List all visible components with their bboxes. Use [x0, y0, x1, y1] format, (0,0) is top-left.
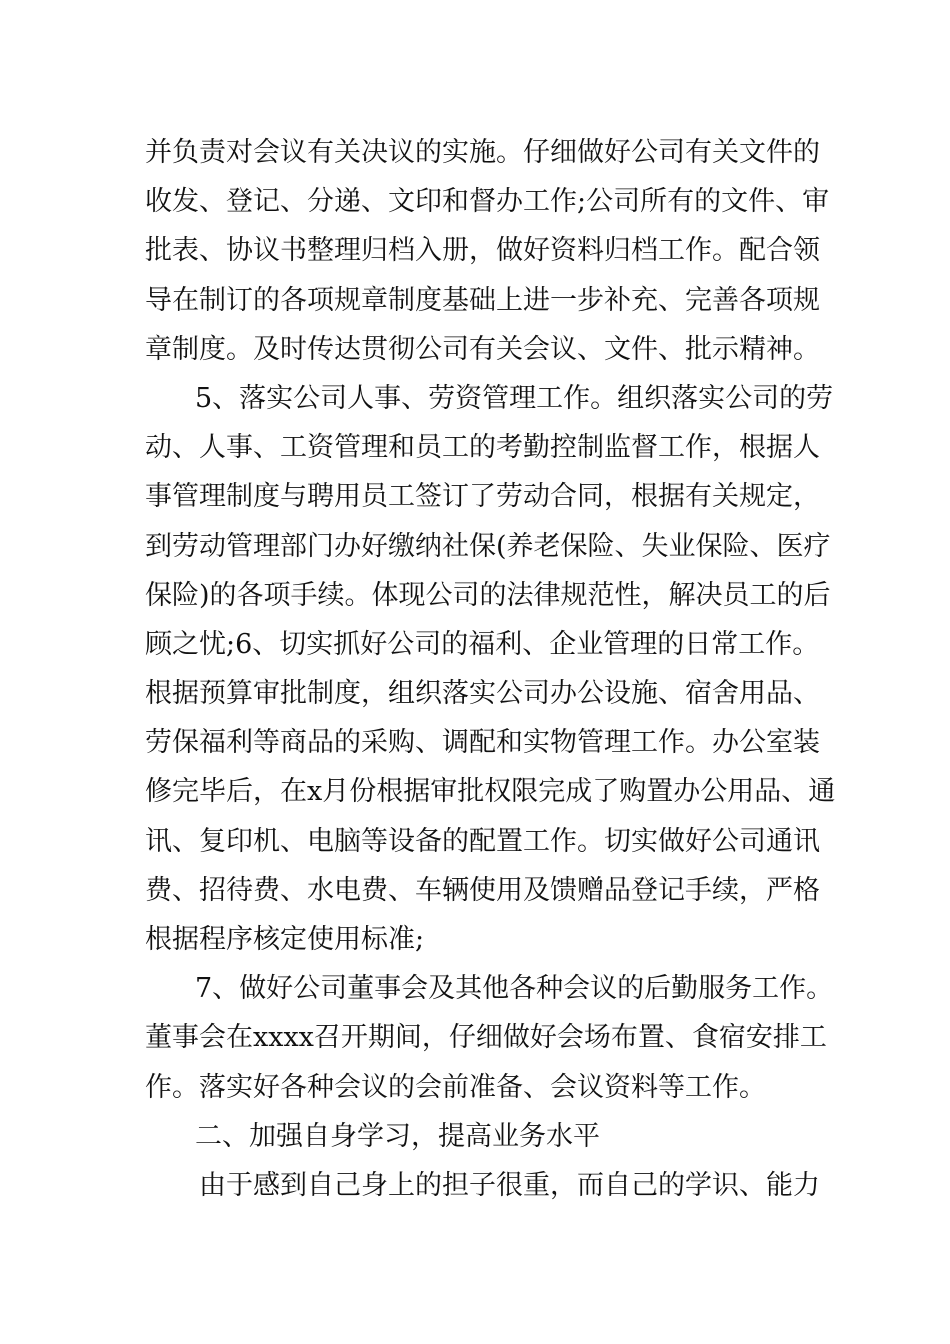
text-line: 根据预算审批制度，组织落实公司办公设施、宿舍用品、: [145, 678, 820, 710]
text-line: 收发、登记、分递、文印和督办工作;公司所有的文件、审: [145, 186, 830, 218]
text-line: 并负责对会议有关决议的实施。仔细做好公司有关文件的: [145, 137, 820, 168]
text-line: 作。落实好各种会议的会前准备、会议资料等工作。: [145, 1071, 766, 1103]
text-line: 费、招待费、水电费、车辆使用及馈赠品登记手续，严格: [145, 874, 820, 906]
text-line: 章制度。及时传达贯彻公司有关会议、文件、批示精神。: [145, 333, 820, 365]
text-line: 劳保福利等商品的采购、调配和实物管理工作。办公室装: [145, 727, 820, 759]
section-heading: 二、加强自身学习，提高业务水平: [195, 1120, 600, 1152]
text-line: 批表、协议书整理归档入册，做好资料归档工作。配合领: [145, 235, 820, 267]
text-line: 董事会在xxxx召开期间，仔细做好会场布置、食宿安排工: [145, 1022, 827, 1054]
text-line: 导在制订的各项规章制度基础上进一步补充、完善各项规: [145, 284, 820, 316]
paragraph-start-item-5: 5、落实公司人事、劳资管理工作。组织落实公司的劳: [195, 382, 834, 414]
text-line: 顾之忧;6、切实抓好公司的福利、企业管理的日常工作。: [145, 628, 820, 660]
text-line: 修完毕后，在x月份根据审批权限完成了购置办公用品、通: [145, 776, 836, 808]
text-line: 保险)的各项手续。体现公司的法律规范性，解决员工的后: [145, 579, 831, 611]
document-body: [145, 128, 836, 1210]
paragraph-start-item-7: 7、做好公司董事会及其他各种会议的后勤服务工作。: [195, 973, 834, 1005]
text-line: 讯、复印机、电脑等设备的配置工作。切实做好公司通讯: [145, 825, 820, 857]
text-line: 根据程序核定使用标准;: [145, 924, 425, 955]
text-line: 到劳动管理部门办好缴纳社保(养老保险、失业保险、医疗: [145, 530, 831, 562]
text-line: 动、人事、工资管理和员工的考勤控制监督工作，根据人: [145, 432, 820, 464]
text-line: 事管理制度与聘用员工签订了劳动合同，根据有关规定，: [145, 481, 820, 513]
paragraph-start: 由于感到自己身上的担子很重，而自己的学识、能力: [199, 1169, 820, 1201]
